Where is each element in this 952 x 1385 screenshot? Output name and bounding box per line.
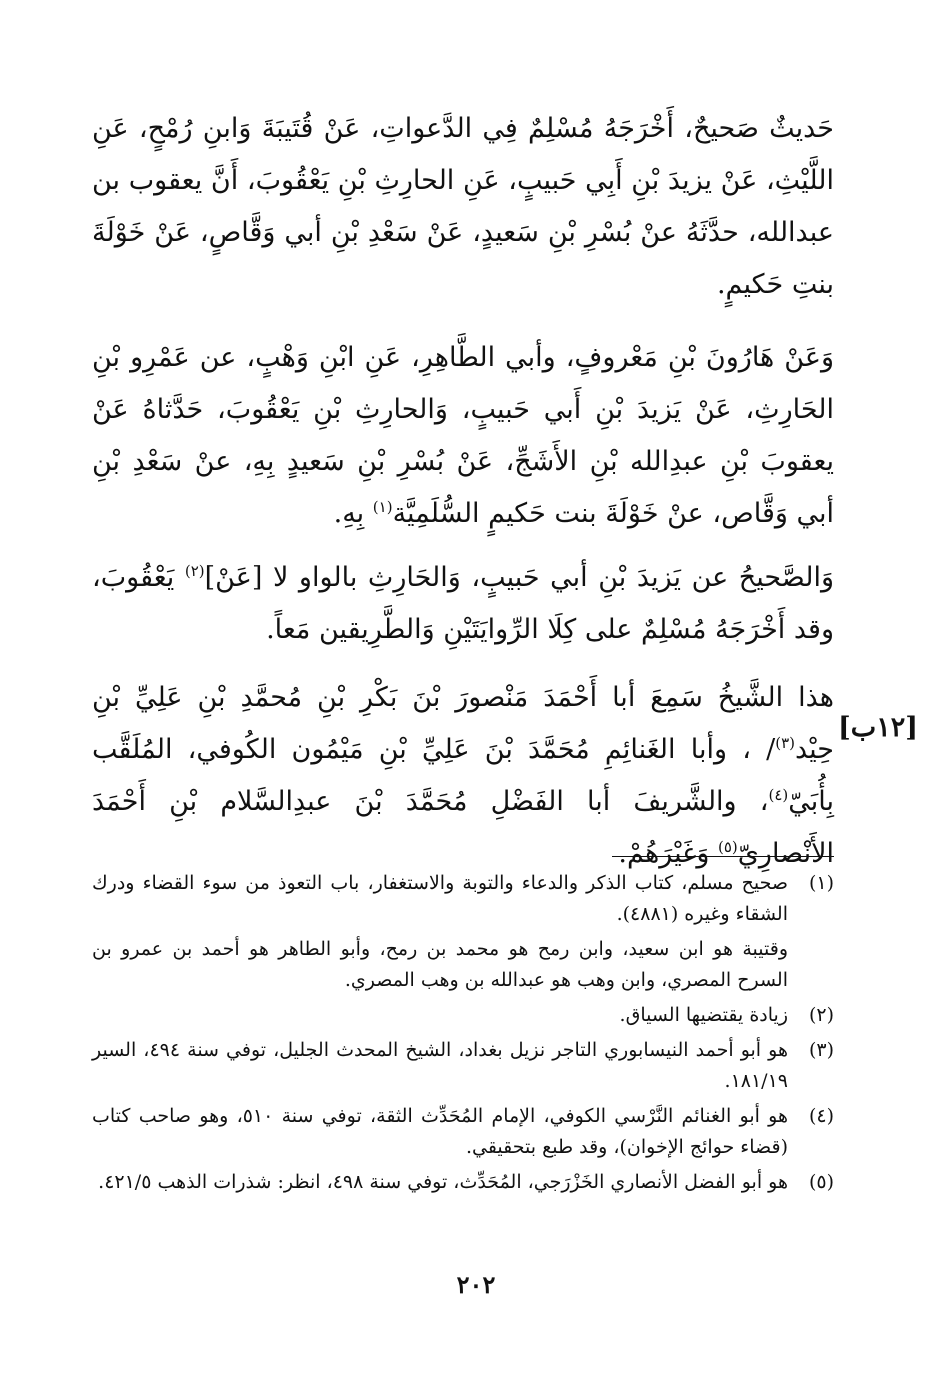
manuscript-folio-marker: [١٢ب] [838, 712, 918, 743]
footnote-number: (٥) [808, 1171, 834, 1193]
footnotes-section [92, 868, 834, 1202]
paragraph-4-tail: وَغَيْرَهُمْ. [618, 838, 718, 869]
footnote-text: زيادة يقتضيها السياق. [619, 1004, 788, 1026]
footnote-ref-4[interactable]: (٤) [768, 786, 789, 804]
footnote-number: (٤) [808, 1105, 834, 1127]
paragraph-3-tail: يَعْقُوبَ، وقد أَخْرَجَهُ مُسْلِمٌ على كِلَا الرِّوايَتَيْنِ وَالطَّرِيقين مَعاً. [92, 562, 834, 645]
paragraph-3-text: وَالصَّحيحُ عن يَزيدَ بْنِ أبي حَبيبٍ، وَالحَارِثِ بالواو لا [عَنْ] [204, 562, 834, 593]
paragraph-4 [92, 672, 834, 880]
footnote-ref-3[interactable]: (٣) [775, 734, 795, 752]
paragraph-2 [92, 332, 834, 540]
footnote-number: (٣) [808, 1039, 834, 1061]
paragraph-4-mid2: ، والشَّريفَ أبا الفَضْلِ مُحَمَّدَ بْنَ عبدِالسَّلام بْنِ أَحْمَدَ الأَنْصارِيّ [92, 786, 834, 869]
paragraph-1 [92, 103, 834, 311]
paragraph-2-text: وَعَنْ هَارُونَ بْنِ مَعْروفٍ، وأبي الطَّاهِرِ، عَنِ ابْنِ وَهْبٍ، عن عَمْرِو بْنِ الحَارِثِ، عَنْ يَزيدَ بْنِ أَبي حَبيبٍ، وَالحارِثِ بْنِ يَعْقُوبَ، حَدَّثاهُ عَنْ يعقوبَ بْنِ عبدِالله بْنِ الأَشَجِّ، عَنْ بُسْرِ بْنِ سَعيدٍ بِهِ، عنْ سَعْدِ بْنِ أبي وَقَّاص، عنْ خَوْلَةَ بنت حَكيمٍ السُّلَمِيَّة [92, 342, 834, 529]
page-number: ٢٠٢ [456, 1270, 496, 1299]
footnote-text: صحيح مسلم، كتاب الذكر والدعاء والتوبة والاستغفار، باب التعوذ من سوء القضاء ودرك الشقاء وغيره (٤٨٨١). [92, 872, 788, 925]
footnote-1 [92, 868, 834, 930]
footnote-1-continuation: وقتيبة هو ابن سعيد، وابن رمح هو محمد بن رمح، وأبو الطاهر هو أحمد بن عمرو بن السرح المصري، وابن وهب هو عبدالله بن وهب المصري. [92, 938, 788, 991]
footnote-number: (١) [808, 872, 834, 894]
paragraph-4-text: هذا الشَّيخُ سَمِعَ أبا أَحْمَدَ مَنْصورَ بْنَ بَكْرِ بْنِ مُحمَّدِ بْنِ عَلِيِّ بْنِ حِيْد [92, 682, 834, 765]
footnote-text: هو أبو الفضل الأنصاري الخَزْرَجي، المُحَدِّث، توفي سنة ٤٩٨، انظر: شذرات الذهب ٤٢١/٥. [98, 1171, 788, 1193]
footnote-4 [92, 1101, 834, 1163]
footnote-5 [92, 1167, 834, 1198]
footnote-ref-2[interactable]: (٢) [184, 562, 205, 580]
footnote-text: هو أبو الغنائم النَّرْسي الكوفي، الإمام المُحَدِّث الثقة، توفي سنة ٥١٠، وهو صاحب كتاب (قضاء حوائج الإخوان)، وقد طبع بتحقيقي. [92, 1105, 788, 1158]
footnote-divider [612, 856, 834, 857]
footnote-ref-1[interactable]: (١) [372, 498, 393, 516]
footnote-text: هو أبو أحمد النيسابوري التاجر نزيل بغداد، الشيخ المحدث الجليل، توفي سنة ٤٩٤، السير ١٨١/١٩. [92, 1039, 788, 1092]
footnote-ref-5[interactable]: (٥) [717, 838, 738, 856]
paragraph-2-tail: بِهِ. [333, 498, 373, 529]
footnote-2 [92, 1000, 834, 1031]
paragraph-3 [92, 552, 834, 656]
paragraph-4-mid: / ، وأبا الغَنائِمِ مُحَمَّدَ بْنَ عَلِيِّ بْنِ مَيْمُون الكُوفي، المُلَقَّب بِأُبَيّ [92, 734, 834, 817]
footnote-number: (٢) [808, 1004, 834, 1026]
paragraph-1-text: حَديثٌ صَحيحٌ، أَخْرَجَهُ مُسْلِمٌ فِي الدَّعواتِ، عَنْ قُتَيبَةَ وَابنِ رُمْحٍ، عَنِ اللَّيْثِ، عَنْ يزيدَ بْنِ أَبِي حَبيبٍ، عَنِ الحارِثِ بْنِ يَعْقُوبَ، أَنَّ يعقوب بن عبدالله، حدَّثَهُ عنْ بُسْرِ بْنِ سَعيدٍ، عَنْ سَعْدِ بْنِ أبي وَقَّاصٍ، عَنْ خَوْلَةَ بنتِ حَكيمٍ. [92, 113, 834, 300]
footnote-3 [92, 1035, 834, 1097]
